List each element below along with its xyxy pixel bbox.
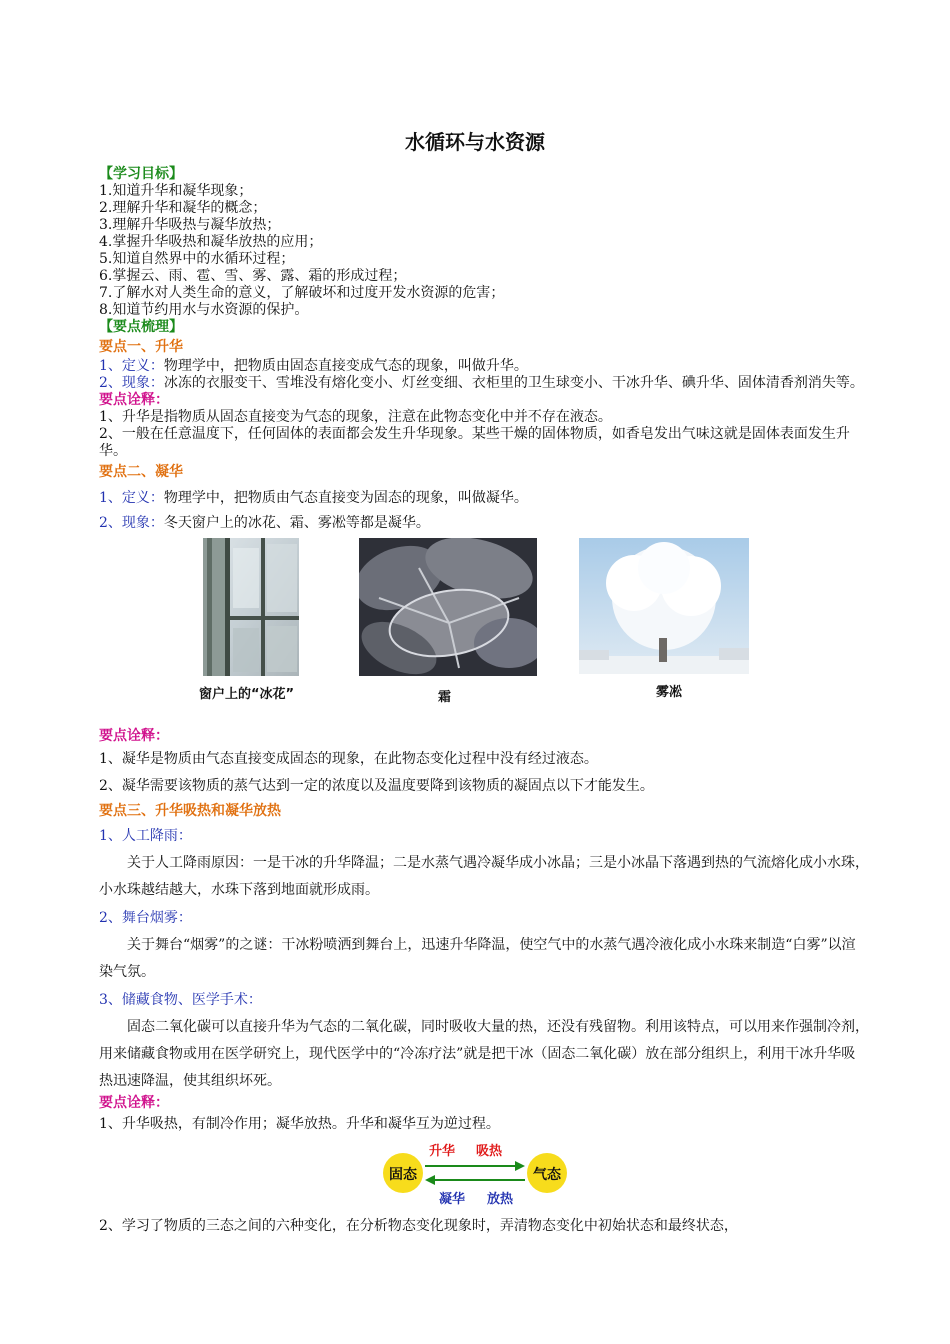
diagram-solid-label: 固态: [389, 1167, 417, 1183]
objective-item: 8.知道节约用水与水资源的保护。: [99, 302, 309, 318]
point2-note-heading: 要点诠释：: [99, 728, 169, 744]
diagram-absorb-heat-label: 吸热: [476, 1144, 503, 1159]
point3-note1: 1、升华吸热，有制冷作用；凝华放热。升华和凝华互为逆过程。: [99, 1116, 500, 1132]
point2-note: 1、凝华是物质由气态直接变成固态的现象，在此物态变化过程中没有经过液态。: [99, 751, 598, 767]
point1-phen-text: 冰冻的衣服变干、雪堆没有熔化变小、灯丝变细、衣柜里的卫生球变小、干冰升华、碘升华、固体清香剂消失等。: [163, 375, 864, 391]
point1-phen-label: 2、现象：: [99, 375, 164, 391]
objective-item: 3.理解升华吸热与凝华放热；: [99, 217, 281, 233]
point3-item1-label: 1、人工降雨：: [99, 828, 192, 844]
point1-note-heading: 要点诠释：: [99, 392, 169, 408]
summary-heading: 【要点梳理】: [99, 319, 183, 335]
rime-tree-photo: [579, 538, 749, 674]
point3-heading: 要点三、升华吸热和凝华放热: [99, 803, 281, 819]
point2-def-text: 物理学中，把物质由气态直接变为固态的现象，叫做凝华。: [163, 490, 528, 506]
document-body: [99, 166, 869, 1240]
diagram-release-heat-label: 放热: [487, 1192, 514, 1207]
point3-item1-text: 关于人工降雨原因：一是干冰的升华降温；二是水蒸气遇冷凝华成小冰晶；三是小冰晶下落遇到热的气流熔化成小水珠，小水珠越结越大，水珠下落到地面就形成雨。: [99, 855, 869, 898]
photo-row: [99, 538, 869, 726]
diagram-sublimation-label: 升华: [429, 1144, 456, 1159]
point1-note: 1、升华是指物质从固态直接变为气态的现象，注意在此物态变化中并不存在液态。: [99, 409, 612, 425]
point2-phen-label: 2、现象：: [99, 515, 164, 531]
objective-item: 2.理解升华和凝华的概念；: [99, 200, 267, 216]
point3-note2: 2、学习了物质的三态之间的六种变化，在分析物态变化现象时，弄清物态变化中初始状态和最终状态，: [99, 1218, 738, 1234]
objective-item: 6.掌握云、雨、雹、雪、雾、露、霜的形成过程；: [99, 268, 407, 284]
caption-frost: 霜: [438, 690, 452, 705]
caption-rime: 雾凇: [656, 685, 683, 700]
point2-phen-text: 冬天窗户上的冰花、霜、雾凇等都是凝华。: [163, 515, 430, 531]
objective-item: 1.知道升华和凝华现象；: [99, 183, 253, 199]
point3-note-heading: 要点诠释：: [99, 1095, 169, 1111]
objective-item: 7.了解水对人类生命的意义，了解破坏和过度开发水资源的危害；: [99, 285, 505, 301]
point2-def-label: 1、定义：: [99, 490, 164, 506]
point1-note: 2、一般在任意温度下，任何固体的表面都会发生升华现象。某些干燥的固体物质，如香皂发出气味这就是固体表面发生升华。: [99, 426, 850, 459]
objective-item: 5.知道自然界中的水循环过程；: [99, 251, 295, 267]
phase-change-diagram: [99, 1140, 869, 1206]
page-title: 水循环与水资源: [405, 130, 545, 154]
objective-item: 4.掌握升华吸热和凝华放热的应用；: [99, 234, 323, 250]
point2-note: 2、凝华需要该物质的蒸气达到一定的浓度以及温度要降到该物质的凝固点以下才能发生。: [99, 778, 654, 794]
diagram-gas-label: 气态: [533, 1167, 561, 1183]
caption-window-frost: 窗户上的“冰花”: [199, 687, 295, 702]
point1-def-text: 物理学中，把物质由固态直接变成气态的现象，叫做升华。: [163, 358, 528, 374]
point2-heading: 要点二、凝华: [99, 464, 183, 480]
window-frost-photo: [203, 538, 299, 676]
point1-heading: 要点一、升华: [99, 339, 183, 355]
objectives-heading: 【学习目标】: [99, 166, 183, 182]
point3-item2-text: 关于舞台“烟雾”的之谜：干冰粉喷洒到舞台上，迅速升华降温，使空气中的水蒸气遇冷液化成小水珠来制造“白雾”以渲染气氛。: [99, 937, 856, 980]
point3-item3-label: 3、储藏食物、医学手术：: [99, 992, 262, 1008]
diagram-deposition-label: 凝华: [439, 1192, 466, 1207]
point1-def-label: 1、定义：: [99, 358, 164, 374]
point3-item2-label: 2、舞台烟雾：: [99, 910, 192, 926]
frost-leaves-photo: [359, 538, 537, 676]
point3-item3-text: 固态二氧化碳可以直接升华为气态的二氧化碳，同时吸收大量的热，还没有残留物。利用该特点，可以用来作强制冷剂，用来储藏食物或用在医学研究上，现代医学中的“冷冻疗法”就是把干冰（固态二氧化碳）放在部分组织上，利用干冰升华吸热迅速降温，使其组织坏死。: [99, 1019, 869, 1089]
